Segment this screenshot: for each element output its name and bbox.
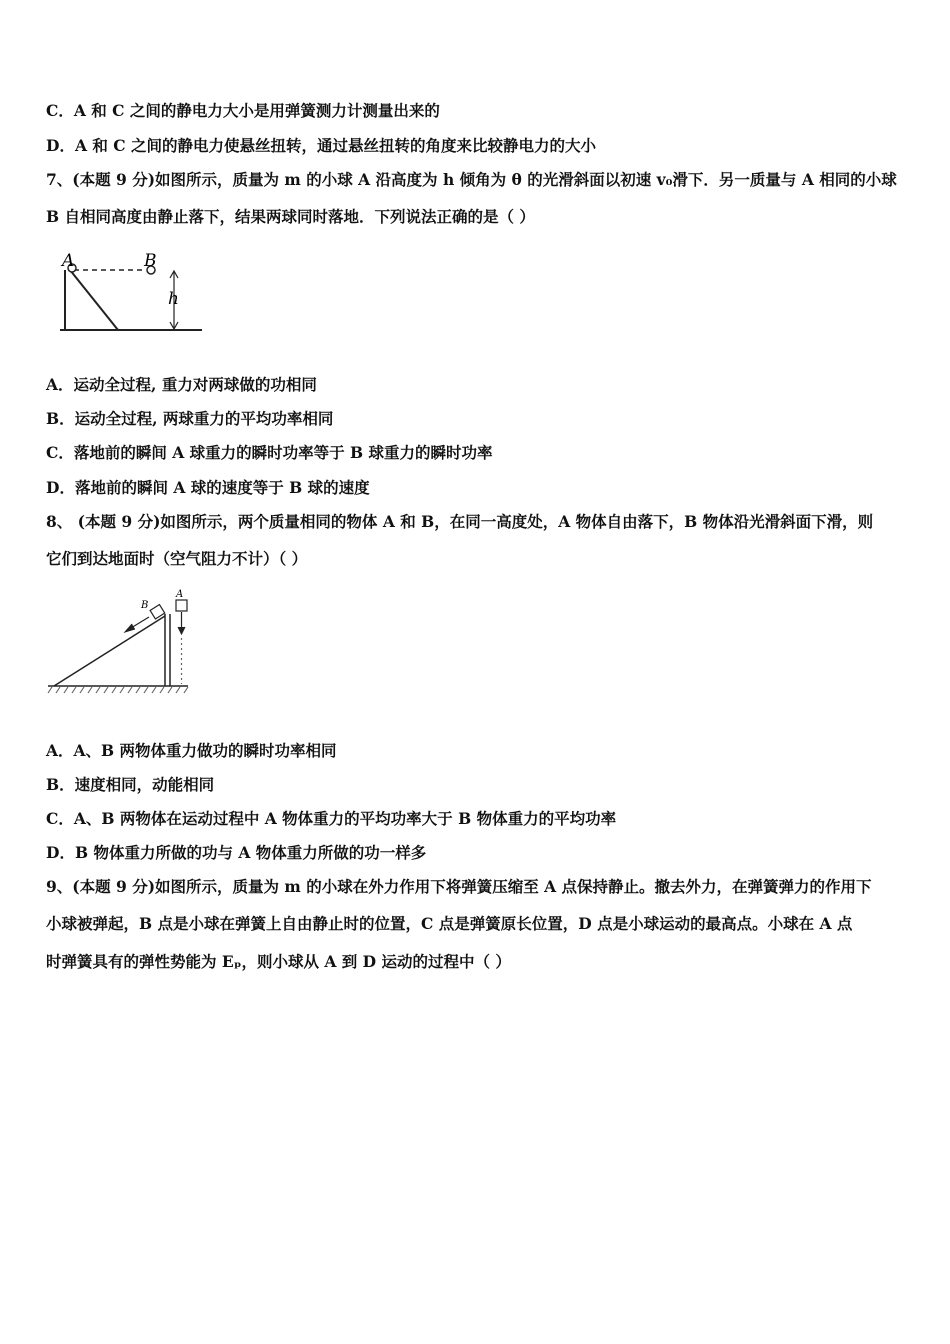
question-8-figure [46, 586, 196, 696]
option-c-line: C．A 和 C 之间的静电力大小是用弹簧测力计测量出来的 [46, 101, 440, 120]
question-7-stem-line-2: B 自相同高度由静止落下，结果两球同时落地．下列说法正确的是（ ） [46, 207, 535, 226]
question-9-stem-line-2: 小球被弹起，B 点是小球在弹簧上自由静止时的位置，C 点是弹簧原长位置，D 点是小球运动的最高点。小球在 A 点 [46, 914, 853, 933]
figure-1-label-h: h [168, 289, 179, 309]
question-7-stem-line-1: 7、(本题 9 分)如图所示，质量为 m 的小球 A 沿高度为 h 倾角为 θ 的光滑斜面以初速 v₀滑下．另一质量与 A 相同的小球 [46, 170, 897, 189]
q8-option-d: D．B 物体重力所做的功与 A 物体重力所做的功一样多 [46, 843, 427, 862]
q7-option-a: A．运动全过程, 重力对两球做的功相同 [46, 375, 317, 394]
figure-2-label-a: A [176, 589, 184, 600]
question-8-stem-line-1: 8、 (本题 9 分)如图所示，两个质量相同的物体 A 和 B，在同一高度处，A 物体自由落下，B 物体沿光滑斜面下滑，则 [46, 512, 874, 531]
q8-option-a: A．A、B 两物体重力做功的瞬时功率相同 [46, 741, 337, 760]
q8-option-b: B．速度相同，动能相同 [46, 775, 215, 794]
q7-option-b: B．运动全过程, 两球重力的平均功率相同 [46, 409, 334, 428]
option-d-line: D．A 和 C 之间的静电力使悬丝扭转，通过悬丝扭转的角度来比较静电力的大小 [46, 136, 596, 155]
q8-option-c: C．A、B 两物体在运动过程中 A 物体重力的平均功率大于 B 物体重力的平均功率 [46, 809, 617, 828]
q7-option-d: D．落地前的瞬间 A 球的速度等于 B 球的速度 [46, 478, 370, 497]
question-7-figure [50, 248, 210, 338]
figure-1-label-a: A [62, 251, 75, 271]
question-9-stem-line-3: 时弹簧具有的弹性势能为 Eₚ，则小球从 A 到 D 运动的过程中（ ） [46, 952, 511, 971]
figure-1-label-b: B [144, 251, 157, 271]
q7-option-c: C．落地前的瞬间 A 球重力的瞬时功率等于 B 球重力的瞬时功率 [46, 443, 493, 462]
figure-2-label-b: B [141, 600, 149, 611]
question-9-stem-line-1: 9、(本题 9 分)如图所示，质量为 m 的小球在外力作用下将弹簧压缩至 A 点保持静止。撤去外力，在弹簧弹力的作用下 [46, 877, 872, 896]
question-8-stem-line-2: 它们到达地面时（空气阻力不计）（ ） [46, 549, 308, 568]
